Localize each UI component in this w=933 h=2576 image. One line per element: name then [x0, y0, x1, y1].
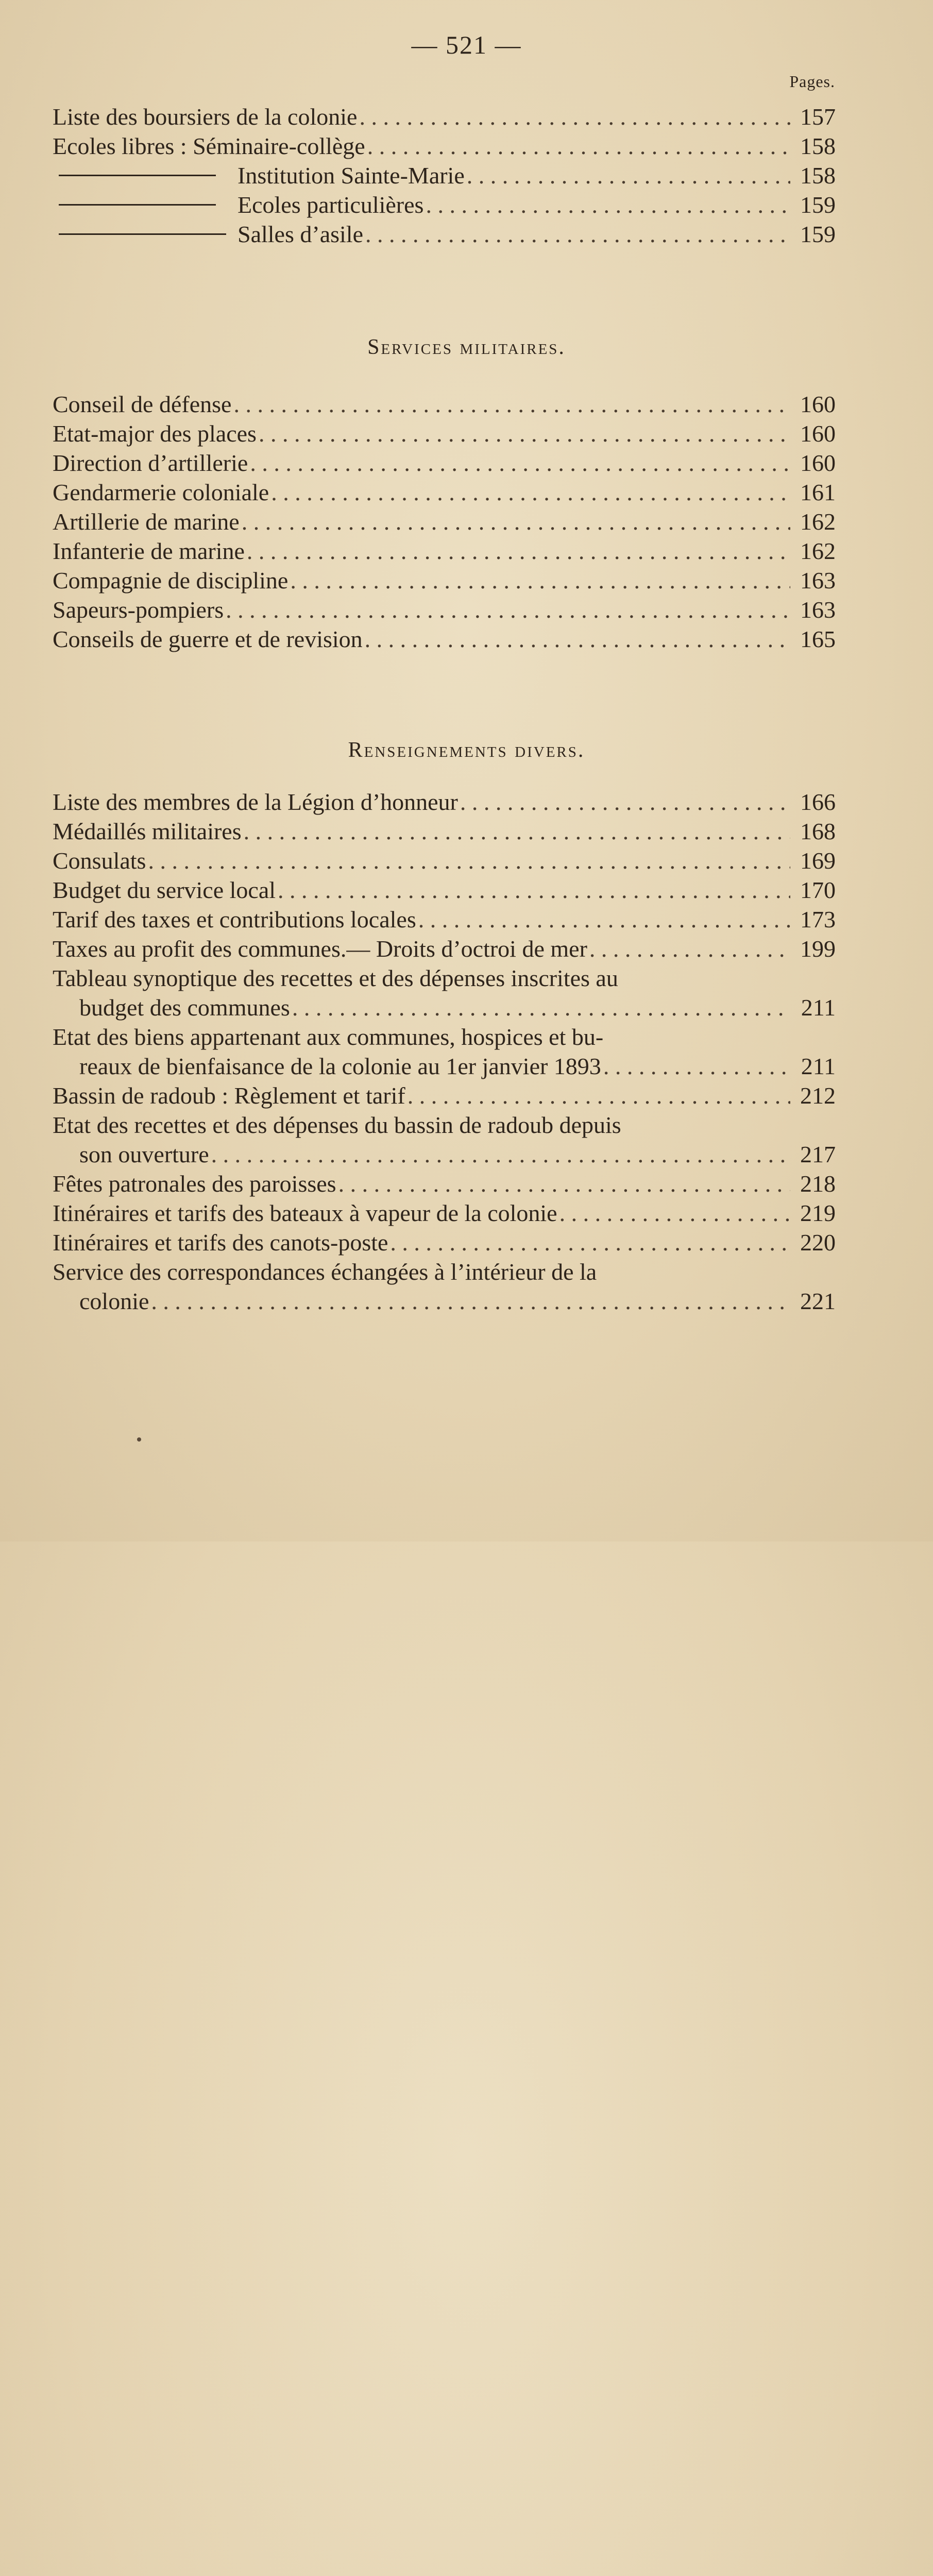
dot-leader [338, 1169, 790, 1198]
toc-entry-page: 168 [800, 818, 836, 844]
toc-entry-title-line1: Service des correspondances échangées à l’intérieur de la [53, 1259, 597, 1285]
toc-entry [53, 536, 836, 566]
dot-leader [603, 1052, 790, 1081]
toc-entry-page: 163 [800, 567, 836, 594]
toc-entry-page: 218 [800, 1171, 836, 1197]
toc-entry-multiline [53, 1257, 836, 1316]
toc-entry [53, 934, 836, 963]
toc-entry-page: 173 [800, 906, 836, 933]
toc-entry-title: colonie [79, 1288, 149, 1314]
dot-leader [211, 1140, 790, 1169]
dot-leader [233, 389, 790, 419]
toc-entry-title: Ecoles particulières [238, 192, 424, 218]
toc-entry-title: Liste des membres de la Légion d’honneur [53, 789, 458, 815]
dot-leader [559, 1198, 790, 1228]
toc-entry [53, 419, 836, 448]
toc-entry [53, 448, 836, 478]
dot-leader [365, 219, 790, 249]
toc-entry [53, 131, 836, 161]
toc-entry-page: 159 [800, 221, 836, 247]
toc-entry-title: Sapeurs-pompiers [53, 597, 224, 623]
toc-entry-title: Direction d’artillerie [53, 450, 248, 476]
toc-entry [53, 993, 836, 1022]
toc-entry-page: 219 [800, 1200, 836, 1226]
toc-entry-page: 162 [800, 538, 836, 564]
toc-entry-page: 199 [800, 936, 836, 962]
toc-entry-page: 161 [800, 479, 836, 505]
toc-entry-page: 217 [800, 1141, 836, 1167]
toc-entry [53, 595, 836, 624]
toc-entry-title-line1: Etat des biens appartenant aux communes, hospices et bu- [53, 1024, 604, 1050]
dot-leader [290, 566, 790, 595]
toc-entry-title: Budget du service local [53, 877, 276, 903]
ditto-rule [59, 175, 216, 176]
toc-entry [53, 787, 836, 817]
toc-entry-page: 221 [800, 1288, 836, 1314]
toc-entry [53, 1286, 836, 1316]
toc-entry [53, 1228, 836, 1257]
ink-spot [137, 1437, 141, 1442]
pages-column-label: Pages. [789, 72, 835, 91]
toc-entry-page: 157 [800, 104, 836, 130]
toc-entry-page: 159 [800, 192, 836, 218]
toc-entry [53, 219, 836, 249]
toc-entry-title: Fêtes patronales des paroisses [53, 1171, 336, 1197]
dot-leader [271, 478, 790, 507]
toc-section-schools [53, 102, 836, 249]
toc-entry-title: Taxes au profit des communes.— Droits d’octroi de mer [53, 936, 587, 962]
toc-entry [53, 478, 836, 507]
dot-leader [244, 817, 790, 846]
toc-entry-page: 211 [801, 994, 836, 1021]
toc-entry-multiline [53, 1110, 836, 1169]
toc-entry-multiline [53, 963, 836, 1022]
toc-entry-title: Institution Sainte-Marie [238, 162, 465, 189]
dot-leader [365, 624, 790, 654]
page-number: — 521 — [411, 30, 522, 59]
toc-section-military [53, 389, 836, 654]
toc-entry-page: 160 [800, 420, 836, 447]
toc-entry-page: 169 [800, 848, 836, 874]
toc-entry-title: Itinéraires et tarifs des bateaux à vapeur de la colonie [53, 1200, 557, 1226]
toc-entry-title: Gendarmerie coloniale [53, 479, 269, 505]
toc-entry-title: Médaillés militaires [53, 818, 242, 844]
toc-entry-title: Itinéraires et tarifs des canots-poste [53, 1229, 388, 1256]
toc-entry-page: 160 [800, 450, 836, 476]
toc-entry-page: 220 [800, 1229, 836, 1256]
dot-leader [418, 905, 790, 934]
toc-entry [53, 102, 836, 131]
dot-leader [359, 102, 790, 131]
toc-entry [53, 566, 836, 595]
toc-entry-page: 163 [800, 597, 836, 623]
dot-leader [278, 875, 790, 905]
toc-entry [53, 624, 836, 654]
toc-entry [53, 507, 836, 536]
dot-leader [247, 536, 790, 566]
toc-entry [53, 1140, 836, 1169]
ditto-rule [59, 233, 226, 235]
toc-entry-title-line1: Tableau synoptique des recettes et des dépenses inscrites au [53, 965, 618, 991]
toc-entry-title: Infanterie de marine [53, 538, 245, 564]
toc-entry-title: Compagnie de discipline [53, 567, 289, 594]
toc-entry-title: Artillerie de marine [53, 509, 240, 535]
dot-leader [148, 846, 790, 875]
dot-leader [426, 190, 790, 219]
toc-entry [53, 905, 836, 934]
toc-entry [53, 389, 836, 419]
dot-leader [467, 161, 790, 190]
toc-entry-page: 165 [800, 626, 836, 652]
toc-entry [53, 1198, 836, 1228]
dot-leader [589, 934, 790, 963]
toc-entry [53, 875, 836, 905]
toc-entry-page: 170 [800, 877, 836, 903]
section-heading-misc: Renseignements divers. [348, 738, 585, 762]
toc-entry-title: Ecoles libres : Séminaire-collège [53, 133, 365, 159]
dot-leader [292, 993, 790, 1022]
toc-entry [53, 1081, 836, 1110]
toc-entry-multiline [53, 1022, 836, 1081]
toc-entry-title: Etat-major des places [53, 420, 257, 447]
toc-entry-title: reaux de bienfaisance de la colonie au 1er janvier 1893 [79, 1053, 601, 1079]
toc-entry [53, 1169, 836, 1198]
dot-leader [259, 419, 790, 448]
toc-entry-title: Conseils de guerre et de revision [53, 626, 363, 652]
toc-entry-title: Bassin de radoub : Règlement et tarif [53, 1082, 405, 1109]
toc-entry-page: 212 [800, 1082, 836, 1109]
toc-entry-page: 162 [800, 509, 836, 535]
dot-leader [367, 131, 790, 161]
ditto-rule [59, 204, 216, 206]
toc-entry-page: 160 [800, 391, 836, 417]
toc-entry-title: Tarif des taxes et contributions locales [53, 906, 416, 933]
dot-leader [151, 1286, 790, 1316]
dot-leader [408, 1081, 790, 1110]
toc-entry-page: 158 [800, 133, 836, 159]
dot-leader [226, 595, 790, 624]
toc-entry-title: Liste des boursiers de la colonie [53, 104, 358, 130]
toc-entry-title: Conseil de défense [53, 391, 232, 417]
toc-entry [53, 817, 836, 846]
toc-entry-title: son ouverture [79, 1141, 209, 1167]
toc-entry-page: 166 [800, 789, 836, 815]
dot-leader [250, 448, 790, 478]
toc-section-misc [53, 787, 836, 1316]
dot-leader [390, 1228, 790, 1257]
dot-leader [460, 787, 790, 817]
toc-entry-title: Salles d’asile [238, 221, 363, 247]
toc-entry [53, 846, 836, 875]
toc-entry-title: Consulats [53, 848, 146, 874]
dot-leader [242, 507, 790, 536]
toc-entry [53, 190, 836, 219]
toc-entry [53, 1052, 836, 1081]
toc-entry-page: 158 [800, 162, 836, 189]
toc-entry-page: 211 [801, 1053, 836, 1079]
toc-entry-title: budget des communes [79, 994, 290, 1021]
section-heading-military: Services militaires. [367, 335, 566, 359]
toc-entry-title-line1: Etat des recettes et des dépenses du bassin de radoub depuis [53, 1112, 621, 1138]
toc-entry [53, 161, 836, 190]
